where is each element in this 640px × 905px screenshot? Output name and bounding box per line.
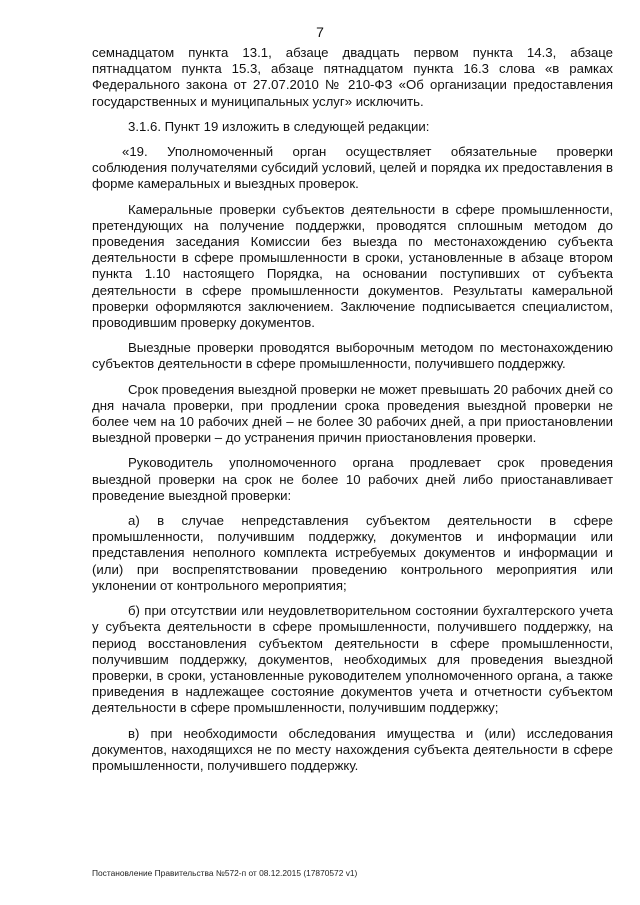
- paragraph-audit-duration: Срок проведения выездной проверки не может превышать 20 рабочих дней со дня начала проверки, при продлении срока проведения выездной проверки не более чем на 10 рабочих дней – не более 30 рабочих дней, а при приостановлении выездной проверки – до устранения причин приостановления проверки.: [92, 381, 613, 446]
- paragraph-field-audit: Выездные проверки проводятся выборочным методом по местонахождению субъектов деятельности в сфере промышленности, получившего поддержку.: [92, 340, 613, 372]
- document-footer: Постановление Правительства №572-п от 08.12.2015 (17870572 v1): [92, 868, 358, 878]
- paragraph-subitem-a: а) в случае непредставления субъектом деятельности в сфере промышленности, получившим поддержку, документов и информации или представления неполного комплекта истребуемых документов и информации и (или) при воспрепятствовании проведению контрольного мероприятия или уклонении от контрольного мероприятия;: [92, 513, 613, 593]
- paragraph-subitem-b: б) при отсутствии или неудовлетворительном состоянии бухгалтерского учета у субъекта деятельности в сфере промышленности, получившего поддержку, на период восстановления субъектом деятельности в сфере промышленности, получившим поддержку, документов, необходимых для проведения выездной проверки, в сроки, установленные руководителем уполномоченного органа, а также приведения в надлежащее состояние документов учета и отчетности субъектом деятельности в сфере промышленности, получившим поддержку;: [92, 603, 613, 716]
- paragraph-continuation: семнадцатом пункта 13.1, абзаце двадцать первом пункта 14.3, абзаце пятнадцатом пункта 15.3, абзаце пятнадцатом пункта 16.3 слова «в рамках Федерального закона от 27.07.2010 № 210-ФЗ «Об организации предоставления государственных и муниципальных услуг» исключить.: [92, 45, 613, 109]
- paragraph-audit-extension: Руководитель уполномоченного органа продлевает срок проведения выездной проверки на срок не более 10 рабочих дней либо приостанавливает проведение выездной проверки:: [92, 455, 613, 503]
- document-body: [92, 45, 613, 783]
- paragraph-subitem-v: в) при необходимости обследования имущества и (или) исследования документов, находящихся не по месту нахождения субъекта деятельности в сфере промышленности, получившего поддержку.: [92, 725, 613, 773]
- paragraph-desk-audit: Камеральные проверки субъектов деятельности в сфере промышленности, претендующих на получение поддержки, проводятся сплошным методом до проведения заседания Комиссии без выезда по местонахождению субъекта деятельности в сфере промышленности в сроки, установленные в абзаце втором пункта 1.10 настоящего Порядка, на основании поступивших от субъекта деятельности в сфере промышленности документов. Результаты камеральной проверки оформляются заключением. Заключение подписывается специалистом, проводившим проверку документов.: [92, 201, 613, 331]
- page-number: 7: [316, 24, 324, 40]
- paragraph-item-19: «19. Уполномоченный орган осуществляет обязательные проверки соблюдения получателями субсидий условий, целей и порядка их предоставления в форме камеральных и выездных проверок.: [92, 144, 613, 192]
- paragraph-amendment-3-1-6: 3.1.6. Пункт 19 изложить в следующей редакции:: [128, 118, 430, 134]
